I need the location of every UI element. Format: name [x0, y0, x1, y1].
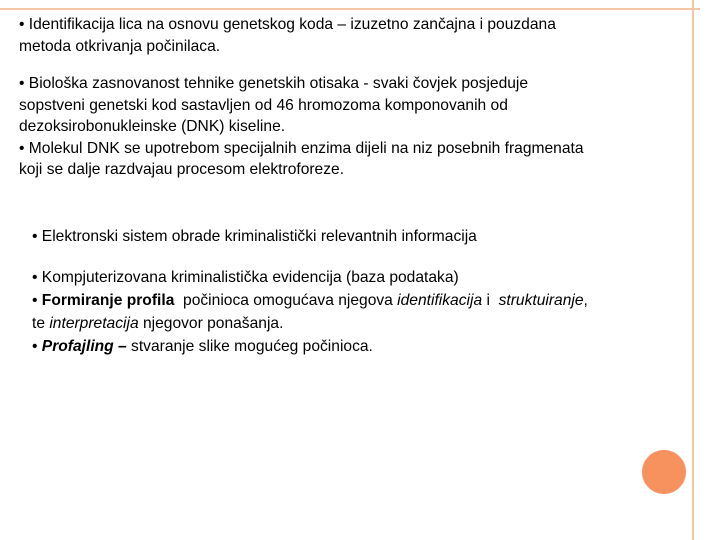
text-run: stvaranje slike mogućeg počinioca.	[131, 338, 373, 355]
text-run: i	[482, 292, 499, 309]
paragraph-dna	[19, 73, 689, 181]
text-run: počinioca omogućava njegova	[174, 292, 398, 309]
text-line: metoda otkrivanja počinilaca.	[19, 37, 221, 55]
text-line: dezoksirobonukleinske (DNK) kiseline.	[19, 118, 286, 135]
text-line: • Biološka zasnovanost tehnike genetskih otisaka - svaki čovjek posjeduje	[19, 75, 529, 92]
italic-term: identifikacija	[397, 292, 483, 309]
italic-term: struktuiranje	[498, 292, 584, 309]
bold-italic-term: Profajling –	[41, 338, 132, 355]
bullet: •	[32, 292, 42, 309]
text-run: ,	[583, 292, 588, 309]
decorative-circle	[642, 450, 686, 494]
text-line: • Molekul DNK se upotrebom specijalnih enzima dijeli na niz posebnih fragmenata	[19, 139, 584, 157]
text-line: • Kompjuterizovana kriminalistička evidencija (baza podataka)	[32, 269, 459, 286]
text-run: te	[32, 315, 50, 332]
paragraph-electronic-system	[32, 225, 692, 248]
italic-term: interpretacija	[49, 315, 139, 332]
text-line	[32, 289, 692, 312]
paragraph-profiling	[32, 266, 692, 358]
paragraph-identification	[19, 14, 689, 57]
bullet: •	[32, 338, 42, 355]
text-line: • Identifikacija lica na osnovu genetskog koda – izuzetno zančajna i pouzdana	[19, 16, 556, 33]
bold-term: Formiranje profila	[41, 292, 175, 309]
text-line: sopstveni genetski kod sastavljen od 46 hromozoma komponovanih od	[19, 96, 508, 114]
slide-frame-top	[0, 0, 700, 10]
text-line	[32, 335, 692, 358]
text-line: koji se dalje razdvajau procesom elektroforeze.	[19, 161, 345, 178]
text-line: • Elektronski sistem obrade kriminalistički relevantnih informacija	[32, 228, 477, 245]
text-run: njegovor ponašanja.	[138, 315, 284, 332]
slide-content-top	[19, 14, 689, 194]
text-line	[32, 312, 692, 335]
